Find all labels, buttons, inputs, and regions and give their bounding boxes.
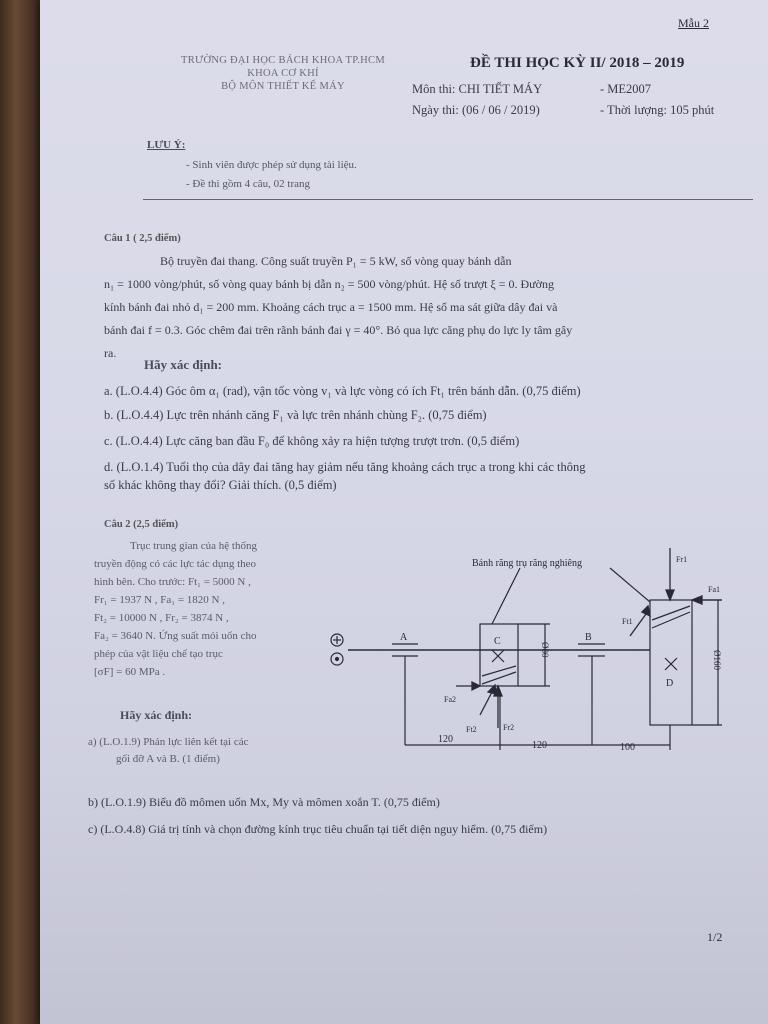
q2-ask: Hãy xác định: — [120, 708, 193, 722]
q1-body — [104, 250, 716, 365]
q1-sub-d: d. (L.O.1.4) Tuổi thọ của dây đai tăng hay giảm nếu tăng khoảng cách trục a trong khi các thông — [104, 460, 586, 474]
department-name: BỘ MÔN THIẾT KẾ MÁY — [221, 81, 345, 92]
q1-line: bánh đai f = 0.3. Góc chêm đai trên rãnh bánh đai γ = 40°. Bỏ qua lực căng phụ do lực ly tâm gây — [104, 323, 573, 337]
q2-line: Trục trung gian của hệ thống — [130, 540, 257, 552]
exam-paper — [40, 0, 768, 1024]
q2-sub-a-line: a) (L.O.1.9) Phản lực liên kết tại các — [88, 736, 249, 748]
force-ft2-label: Ft2 — [466, 725, 477, 734]
q2-line: hình bên. Cho trước: Ft₁ = 5000 N , — [94, 576, 251, 588]
exam-duration: - Thời lượng: 105 phút — [600, 103, 715, 117]
q1-ask: Hãy xác định: — [144, 357, 223, 372]
q2-line: Fa₂ = 3640 N. Ứng suất mỏi uốn cho — [94, 630, 257, 642]
q2-line: phép của vật liệu chế tạo trục — [94, 648, 223, 660]
note-item: - Sinh viên được phép sử dụng tài liệu. — [186, 159, 357, 171]
q1-title: Câu 1 ( 2,5 điểm) — [104, 233, 181, 244]
q2-line: [σF] = 60 MPa . — [94, 666, 166, 678]
q1-sub-a: a. (L.O.4.4) Góc ôm α₁ (rad), vận tốc vòng v₁ và lực vòng có ích Ft₁ trên bánh dẫn. (0,75 điểm) — [104, 384, 581, 398]
shaft-diagram — [320, 540, 740, 775]
q2-sub-c: c) (L.O.4.8) Giá trị tính và chọn đường kính trục tiêu chuẩn tại tiết diện nguy hiểm. (0,75 điểm) — [88, 822, 548, 836]
q2-line: truyền động có các lực tác dụng theo — [94, 558, 257, 570]
notes-heading: LƯU Ý: — [147, 139, 186, 151]
template-label: Mẫu 2 — [678, 16, 709, 30]
q2-line: Fr₁ = 1937 N , Fa₁ = 1820 N , — [94, 594, 225, 606]
bearing-b-label: B — [585, 632, 592, 643]
force-fa1-label: Fa1 — [708, 585, 720, 594]
dim-bd: 100 — [620, 742, 635, 753]
dim-ac: 120 — [438, 734, 453, 745]
bearing-a-label: A — [400, 632, 408, 643]
school-header — [158, 54, 408, 93]
q2-body — [94, 537, 354, 681]
force-fr1-label: Fr1 — [676, 555, 688, 564]
q1-line: n₁ = 1000 vòng/phút, số vòng quay bánh bị dẫn n₂ = 500 vòng/phút. Hệ số trượt ξ = 0. Đường — [104, 277, 555, 291]
q2-title: Câu 2 (2,5 điểm) — [104, 519, 179, 530]
q1-sub-c: c. (L.O.4.4) Lực căng ban đầu F₀ để không xảy ra hiện tượng trượt trơn. (0,5 điểm) — [104, 434, 520, 448]
faculty-name: KHOA CƠ KHÍ — [247, 68, 319, 79]
gear-c-label: C — [494, 636, 501, 647]
exam-date: Ngày thi: (06 / 06 / 2019) — [412, 103, 540, 117]
q2-sub-a — [88, 734, 249, 768]
q2-line: Ft₂ = 10000 N , Fr₂ = 3874 N , — [94, 612, 229, 624]
q2-sub-b: b) (L.O.1.9) Biểu đồ mômen uốn Mx, My và mômen xoắn T. (0,75 điểm) — [88, 795, 440, 809]
gear-d-label: D — [666, 678, 674, 689]
force-ft1-label: Ft1 — [622, 617, 633, 626]
note-item: - Đề thi gồm 4 câu, 02 trang — [186, 178, 311, 190]
force-fa2-label: Fa2 — [444, 695, 456, 704]
exam-title: ĐỀ THI HỌC KỲ II/ 2018 – 2019 — [470, 55, 685, 71]
wood-background — [0, 0, 44, 1024]
divider — [143, 199, 753, 200]
q1-line: Bộ truyền đai thang. Công suất truyền P₁ = 5 kW, số vòng quay bánh dẫn — [160, 254, 512, 268]
school-name: TRƯỜNG ĐẠI HỌC BÁCH KHOA TP.HCM — [181, 55, 385, 66]
q1-sub-d-cont: số khác không thay đổi? Giải thích. (0,5 điểm) — [104, 478, 337, 492]
force-fr2-label: Fr2 — [503, 723, 515, 732]
dim-cb: 120 — [532, 740, 547, 751]
subject-line: Môn thi: CHI TIẾT MÁY — [412, 82, 543, 96]
page-number: 1/2 — [707, 930, 723, 944]
q2-sub-a-line: gối đỡ A và B. (1 điểm) — [116, 753, 220, 765]
gear-label: Bánh răng trụ răng nghiêng — [472, 558, 582, 569]
q1-line: kính bánh đai nhỏ d₁ = 200 mm. Khoảng cách trục a = 1500 mm. Hệ số ma sát giữa dây đai và — [104, 300, 558, 314]
q1-sub-b: b. (L.O.4.4) Lực trên nhánh căng F₁ và lực trên nhánh chùng F₂. (0,75 điểm) — [104, 408, 487, 422]
dia-c-label: Ø80 — [540, 642, 550, 658]
q1-line: ra. — [104, 346, 117, 360]
course-code: - ME2007 — [600, 82, 652, 96]
dia-d-label: Ø160 — [712, 650, 722, 670]
